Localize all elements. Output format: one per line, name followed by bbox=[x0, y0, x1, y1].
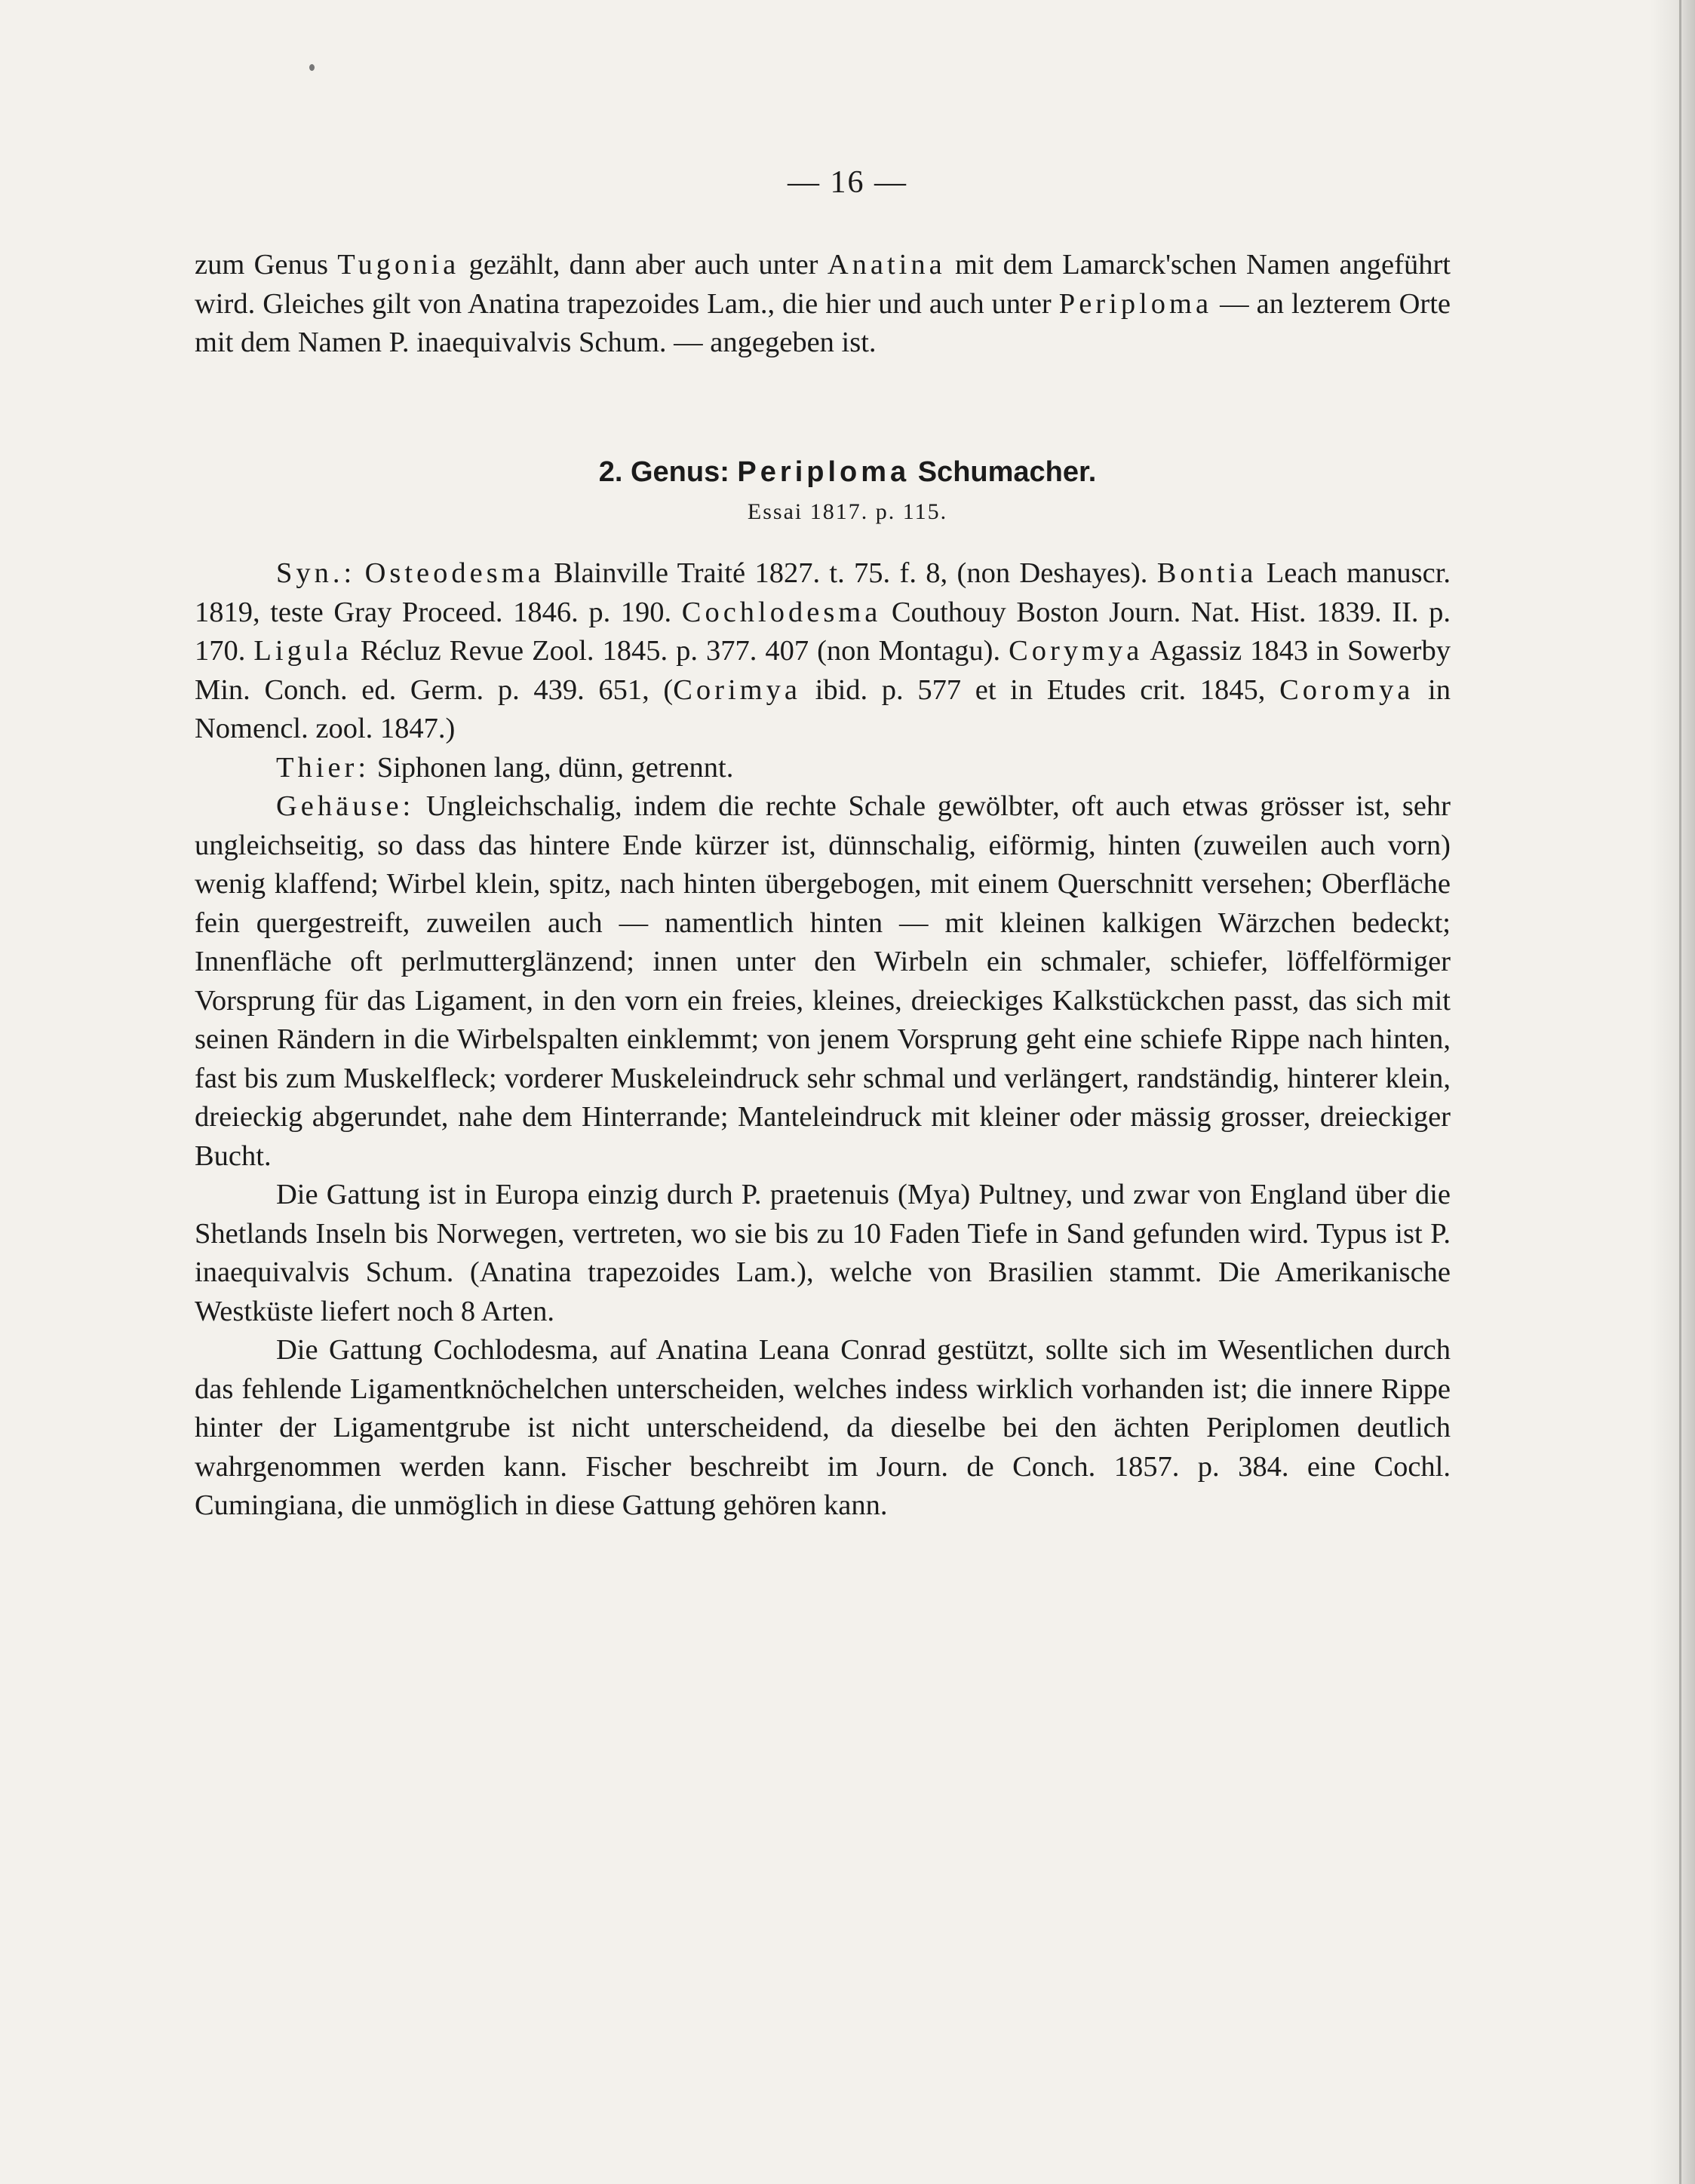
page-number: — 16 — bbox=[788, 165, 907, 200]
synonyms-paragraph: Syn.: Osteodesma Blainville Traité 1827. t. 75. f. 8, (non Deshayes). Bontia Leach manuscr. 1819, teste Gray Proceed. 1846. p. 190. Cochlodesma Couthouy Boston Journ. Nat. Hist. 1839. II. p. 170. Ligula Récluz Revue Zool. 1845. p. 377. 407 (non Montagu). Corymya Agassiz 1843 in Sowerby Min. Conch. ed. Germ. p. 439. 651, (Corimya ibid. p. 577 et in Etudes crit. 1845, Coromya in Nomencl. zool. 1847.) bbox=[195, 557, 1451, 744]
cochlodesma-paragraph: Die Gattung Cochlodesma, auf Anatina Leana Conrad gestützt, sollte sich im Wesentlichen durch das fehlende Ligamentknöchelchen unterscheiden, welches indess wirklich vorhanden ist; die innere Rippe hinter der Ligamentgrube ist nicht unterscheidend, da dieselbe bei den ächten Periplomen deutlich wahrgenommen werden kann. Fischer beschreibt im Journ. de Conch. 1857. p. 384. eine Cochl. Cumingiana, die unmöglich in diese Gattung gehören kann. bbox=[195, 1334, 1451, 1521]
genus-anatina: Anatina bbox=[827, 249, 946, 281]
gehaeuse-paragraph: Gehäuse: Ungleichschalig, indem die rechte Schale gewölbter, oft auch etwas grösser ist, sehr ungleichseitig, so dass das hintere Ende kürzer ist, dünnschalig, eiförmig, hinten (zuweilen auch vorn) wenig klaffend; Wirbel klein, spitz, nach hinten übergebogen, mit einem Querschnitt versehen; Oberfläche fein quergestreift, zuweilen auch — namentlich hinten — mit kleinen kalkigen Wärzchen bedeckt; Innenfläche oft perlmutterglänzend; innen unter den Wirbeln ein schmaler, schiefer, löffelförmiger Vorsprung für das Ligament, in den vorn ein freies, kleines, dreieckiges Kalkstückchen passt, das sich mit seinen Rändern in die Wirbelspalten einklemmt; von jenem Vorsprung geht eine schiefe Rippe nach hinten, fast bis zum Muskelfleck; vorderer Muskeleindruck sehr schmal und verlängert, randständig, hinterer klein, dreieckig abgerundet, nahe dem Hinterrande; Manteleindruck mit kleiner oder mässig grosser, dreieckiger Bucht. bbox=[195, 790, 1451, 1172]
genus-tugonia: Tugonia bbox=[337, 249, 460, 281]
genus-reference: Essai 1817. p. 115. bbox=[747, 499, 948, 524]
thier-paragraph: Thier: Siphonen lang, dünn, getrennt. bbox=[276, 751, 734, 784]
page-edge-shadow bbox=[1650, 0, 1695, 2184]
page-edge-line bbox=[1679, 0, 1681, 2184]
ink-speck bbox=[309, 64, 315, 71]
genus-periploma: Periploma bbox=[1058, 287, 1213, 320]
intro-paragraph: zum Genus Tugonia gezählt, dann aber auch unter Anatina mit dem Lamarck'schen Namen angeführt wird. Gleiches gilt von Anatina trapezoides Lam., die hier und auch unter Periploma — an lezterem Orte mit dem Namen P. inaequivalvis Schum. — angegeben ist. bbox=[195, 249, 1451, 358]
genus-heading: 2. Genus: Periploma Schumacher. bbox=[598, 456, 1097, 488]
europa-paragraph: Die Gattung ist in Europa einzig durch P. praetenuis (Mya) Pultney, und zwar von England über die Shetlands Inseln bis Norwegen, vertreten, wo sie bis zu 10 Faden Tiefe in Sand gefunden wird. Typus ist P. inaequivalvis Schum. (Anatina trapezoides Lam.), welche von Brasilien stammt. Die Amerikanische Westküste liefert noch 8 Arten. bbox=[195, 1179, 1451, 1327]
heading-genus-name: Periploma bbox=[737, 456, 910, 488]
main-text bbox=[195, 554, 1451, 1526]
